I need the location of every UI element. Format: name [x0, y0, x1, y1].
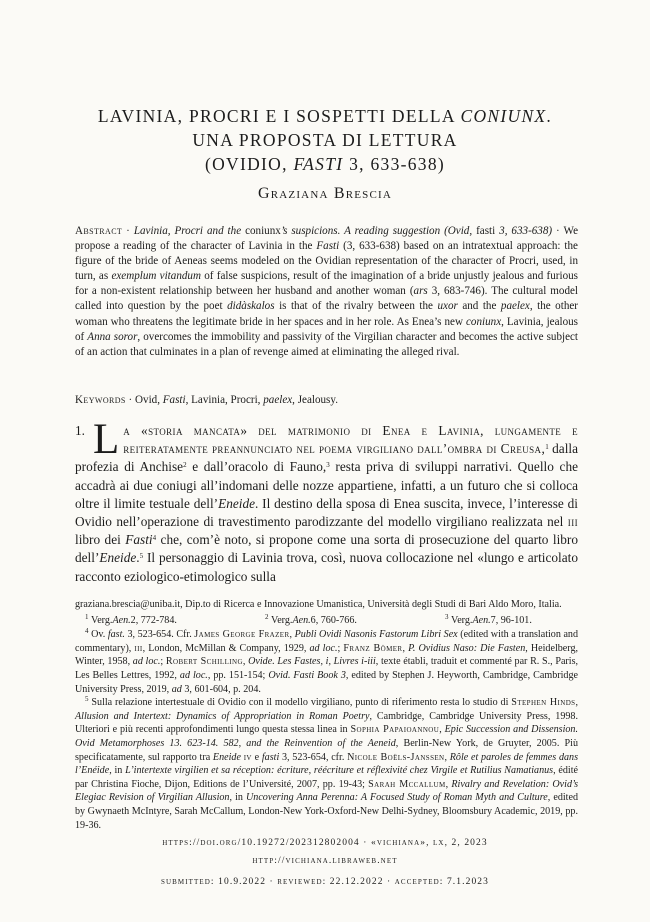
abstract-text: We propose a reading of the character of Lavinia in the [75, 225, 579, 253]
footnote-italic: Allusion and Intertext: Dynamics of Appropriation in Roman Poetry [75, 710, 370, 722]
keywords-label: Keywords [75, 394, 126, 406]
keyword-text: , Jealousy. [292, 394, 338, 406]
affiliation-text: graziana.brescia@uniba.it, Dip.to di Ricerca e Innovazione Umanistica, Università degli Studi di Bari Aldo Moro, Italia. [75, 599, 562, 610]
footnote-italic: Aen. [112, 614, 131, 626]
footnote-smallcaps: iii [134, 642, 143, 654]
footnotes-1-3 [75, 614, 578, 628]
footnote-text: Sulla relazione intertestuale di Ovidio con il modello virgiliano, punto di riferimento resta lo studio di [91, 697, 512, 709]
body-text: resta priva di sviluppi narrativi. Quello che accadrà ai due coniugi all’indomani delle nozze appartiene, infatti, a un futuro che si colloca oltre il limite testuale dell’ [75, 459, 578, 511]
body-text: che, com’è noto, si propone come una sorta di prosecuzione del quarto libro dell’ [75, 532, 578, 566]
footnote-2 [265, 614, 445, 628]
footnote-text: , London, McMillan & Company, 1929, [142, 642, 310, 654]
title-text: (OVIDIO, [204, 154, 294, 174]
keywords [75, 393, 578, 408]
title-italic: FASTI [293, 154, 344, 174]
body-italic: Eneide [218, 495, 255, 511]
footnote-italic: ad [171, 683, 182, 695]
footnote-italic: Ovid. Fasti Book 3 [268, 669, 346, 681]
body-smallcaps: iii [567, 514, 578, 530]
footnote-italic: ad loc. [309, 642, 338, 654]
footnote-text: , édité par Christina Fioche, Dijon, Editions de l’Université, 2007, pp. 19-43; [75, 765, 578, 790]
footnote-text: e [251, 751, 262, 763]
body-text: Il personaggio di Lavinia trova, così, nuova collocazione nel «lungo e articolato racconto eziologico-etimologico sulla [75, 550, 578, 584]
title-line-2 [40, 128, 610, 152]
abstract [75, 224, 578, 360]
footnote-author: Robert Schilling [165, 656, 243, 668]
footnote-1 [85, 614, 265, 628]
footnote-text: 3, 601-604, p. 204. [181, 683, 261, 695]
footnote-author: Nicole Boëls-Janssen [347, 751, 445, 763]
footnote-text: , in [109, 765, 126, 777]
body-italic: Fasti [125, 532, 153, 548]
abstract-italic: paelex [500, 300, 530, 313]
footnote-text: , [439, 724, 445, 736]
body-text: . [136, 550, 140, 566]
footnote-3 [445, 614, 532, 628]
footnote-italic: Eneide [212, 751, 241, 763]
abstract-text: , overcomes the immobility and passivity of the Virgilian character and becomes the active subject of an action that culminates in a plan of revenge aimed at eliminating the alleged rival. [75, 330, 579, 358]
footnote-text: , pp. 151-154; [207, 669, 269, 681]
footnote-text: 7, 96-101. [490, 614, 532, 626]
footnote-ref[interactable]: 1 [545, 443, 549, 452]
abstract-text: , Lavinia, jealous of [75, 315, 578, 343]
footnote-text: Verg. [91, 614, 113, 626]
footnote-text: Verg. [451, 614, 473, 626]
title-text: UNA PROPOSTA DI LETTURA [192, 130, 458, 150]
submission-dates [40, 877, 610, 887]
separator: · [552, 225, 564, 237]
footnote-number: 3 [445, 612, 449, 621]
abstract-italic: uxor [437, 300, 458, 313]
keyword-text: Ovid, [135, 394, 163, 406]
title-italic: CONIUNX [460, 106, 547, 126]
abstract-italic: Anna soror [87, 330, 138, 343]
dates-text: submitted: 10.9.2022 · reviewed: 22.12.2022 · accepted: 7.1.2023 [160, 877, 490, 887]
footnote-italic: ad loc. [179, 669, 208, 681]
keyword-italic: paelex [263, 394, 293, 406]
title-line-3 [40, 152, 610, 176]
footnote-italic: ad loc. [132, 656, 161, 668]
footnote-author: Stephen Hinds [511, 697, 576, 709]
footnote-author: James George Frazer [194, 629, 290, 641]
footnote-number: 2 [265, 612, 269, 621]
abstract-text: of false suspicions, result of the imagination of a bride unjustly jealous and furious for a non-existent relationship between her husband and another woman ( [75, 270, 578, 298]
footnote-ref[interactable]: 3 [326, 461, 330, 470]
abstract-text: is that of the rivalry between the [274, 300, 438, 313]
abstract-heading: 3, 633-638) [495, 225, 553, 237]
abstract-text: (3, 633-638) based on an intratextual approach: the figure of the bride of Aeneas seems modeled on the Ovidian representation of the character of Procri, used, in turn, as [75, 240, 578, 283]
section-number: 1. [75, 423, 85, 438]
footnotes [75, 598, 578, 832]
footnote-italic: Aen. [472, 614, 491, 626]
footnote-text: (edited with a translation and commentary), [75, 629, 579, 654]
footnote-text: Verg. [271, 614, 293, 626]
footnote-text: 3, 523-654. Cfr. [124, 629, 195, 641]
separator: · [125, 394, 136, 406]
title-text: . [546, 106, 553, 126]
footnote-text: , [402, 642, 409, 654]
footnote-text: ; [160, 656, 166, 668]
footnote-ref[interactable]: 5 [139, 552, 144, 561]
footnote-text: , [575, 697, 578, 709]
separator: · [122, 225, 134, 237]
footnote-text: , edited by Gwynaeth McIntyre, Sarah McCallum, London-New York-Oxford-New Delhi-Sydney, Bloomsbury Academic, 2019, pp. 19-36. [75, 792, 579, 831]
abstract-label: Abstract [75, 225, 123, 237]
footnote-italic: Ovide. Les Fastes, i, Livres i-iii [248, 656, 376, 668]
footnote-italic: fast. [107, 629, 125, 641]
footnote-text: , in [229, 792, 246, 804]
footnote-text: , [444, 751, 450, 763]
abstract-heading: ’s suspicions. A reading suggestion (Ovid, [280, 225, 477, 237]
footnote-italic: Rivalry and Revelation: Ovid’s Elegiac Revision of Virgilian Allusion [75, 778, 578, 804]
body-text: dalla profezia di Anchise [75, 441, 578, 475]
footnote-text: 6, 760-766. [310, 614, 357, 626]
footnote-author: Sophia Papaioannou [350, 724, 440, 736]
author: Graziana Brescia [257, 185, 393, 202]
footnote-text: , texte établi, traduit et commenté par R. S., Paris, Les Belles Lettres, 1992, [75, 656, 579, 681]
footnote-text: , Heidelberg, Winter, 1958, [75, 642, 579, 668]
journal-url[interactable] [40, 856, 610, 866]
title-text: 3, 633-638) [343, 154, 446, 174]
abstract-heading: Lavinia, Procri and the [133, 225, 246, 237]
abstract-italic: exemplum vitandum [111, 270, 201, 283]
footnote-text: ; [337, 642, 344, 654]
body-text: e dall’oracolo di Fauno, [186, 459, 327, 475]
footnote-text: , Cambridge, Cambridge University Press, 1998. Ulteriori e più recenti approfondimenti lungo questa stessa linea in [75, 710, 578, 736]
title-line-1 [40, 104, 610, 128]
footnote-number: 4 [85, 627, 89, 636]
footnote-italic: fasti [261, 751, 280, 763]
abstract-italic: Fasti [316, 240, 340, 253]
footnote-text: 2, 772-784. [130, 614, 177, 626]
drop-cap: L [92, 416, 120, 463]
abstract-italic: didàskalos [227, 300, 275, 313]
body-text: a «storia mancata» del matrimonio di Enea e Lavinia, lungamente e reiteratamente preannunciato nel poema virgiliano dall’ombra di Creusa, [123, 423, 578, 457]
footnote-italic: Publi Ovidi Nasonis Fastorum Libri Sex [294, 629, 458, 641]
abstract-heading: fasti [476, 225, 496, 237]
title-text: LAVINIA, PROCRI E I SOSPETTI DELLA [97, 106, 461, 126]
footnote-author: Sarah Mccallum [368, 778, 446, 790]
footnote-author: Franz Bömer [343, 642, 403, 654]
abstract-text: 3, 683-746). The cultural model called into question by the poet [75, 285, 578, 313]
abstract-italic: ars [413, 285, 428, 298]
footnote-ref[interactable]: 4 [152, 534, 157, 543]
footnote-4 [75, 628, 578, 696]
abstract-italic: coniunx [466, 315, 502, 328]
footnote-italic: P. Ovidius Naso: Die Fasten [408, 642, 526, 654]
footnote-text: , Berlin-New York, de Gruyter, 2005. Più specificatamente, sul rapporto tra [75, 737, 578, 763]
footnote-italic: Rôle et paroles de femmes dans l’Enéide [75, 751, 579, 777]
footnote-ref[interactable]: 2 [183, 461, 187, 470]
footnote-italic: Aen. [292, 614, 311, 626]
keyword-text: , Lavinia, Procri, [185, 394, 264, 406]
footnote-text: , [289, 629, 295, 641]
abstract-text: and the [457, 300, 501, 313]
footnote-text: , [445, 778, 452, 790]
body-italic: Eneide [99, 550, 137, 566]
doi-line[interactable] [40, 838, 610, 848]
footnote-italic: Uncovering Anna Perenna: A Focused Study of Roman Myth and Culture [245, 792, 548, 804]
footnote-number: 1 [85, 612, 89, 621]
keyword-italic: Fasti [162, 394, 186, 406]
abstract-heading: coniunx [245, 225, 281, 237]
journal-link[interactable]: http://vichiana.libraweb.net [252, 856, 398, 866]
footnote-text: Ov. [91, 629, 108, 641]
footnote-5 [75, 696, 578, 832]
abstract-text: , the other woman who threatens the legitimate bride in her spaces and in her role. As Enea’s new [75, 300, 578, 328]
body-text: . Il destino della sposa di Enea suscita, invece, l’interesse di Ovidio nell’operazione di travestimento parodizzante del modello virgiliano realizzata nel [75, 495, 578, 530]
affiliation [75, 598, 578, 612]
footnote-text: , [242, 656, 249, 668]
footnote-smallcaps: iv [243, 751, 252, 763]
footnote-italic: L’intertexte virgilien et sa réception: écriture, réécriture et réflexivité chez Virgile et Rutilius Namatianus [125, 765, 554, 777]
body-paragraph [75, 416, 578, 586]
footnote-number: 5 [85, 695, 89, 704]
doi-link[interactable]: https://doi.org/10.19272/202312802004 · «vichiana», lx, 2, 2023 [162, 838, 488, 848]
footnote-text: 3, 523-654, cfr. [279, 751, 348, 763]
footnote-text: , edited by Stephen J. Heyworth, Cambridge, Cambridge University Press, 2019, [75, 669, 579, 695]
body-text: libro dei [75, 532, 126, 548]
footnote-italic: Epic Succession and Dissension. Ovid Metamorphoses 13. 623-14. 582, and the Reinvention of the Aeneid [75, 724, 579, 749]
